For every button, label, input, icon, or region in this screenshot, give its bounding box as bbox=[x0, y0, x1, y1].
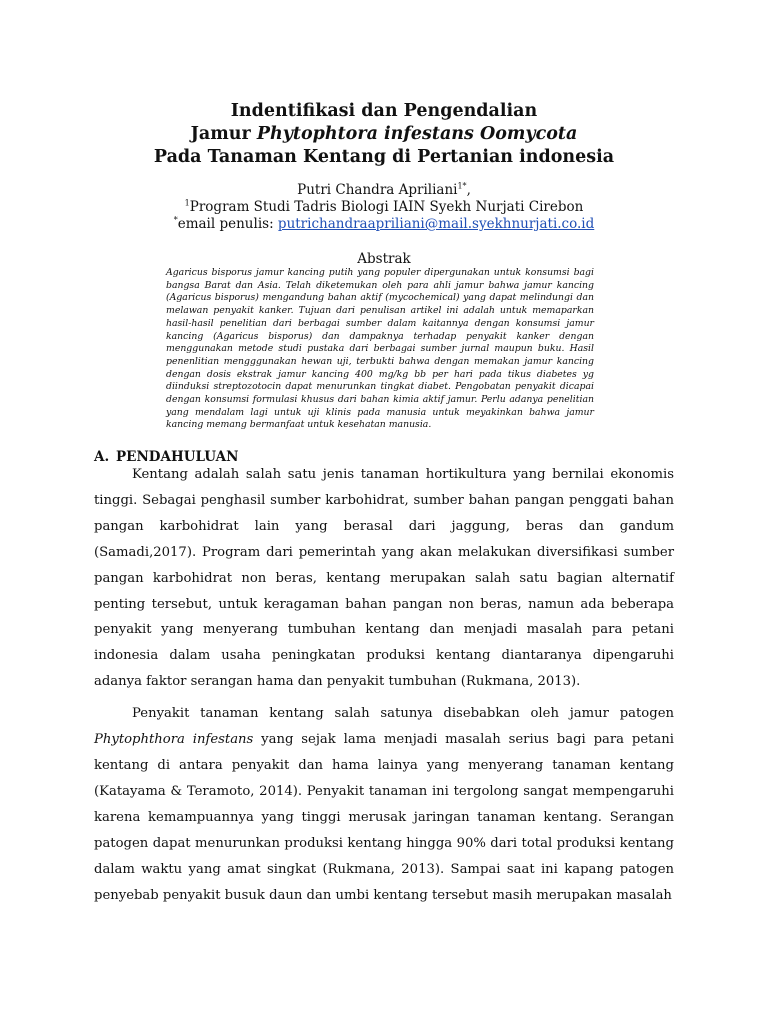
section-number: A. bbox=[94, 449, 110, 465]
section-body bbox=[94, 462, 674, 914]
affiliation-superscript: 1 bbox=[184, 198, 190, 208]
paragraph-2 bbox=[94, 701, 674, 908]
email-link[interactable]: putrichandraapriliani@mail.syekhnurjati.co.id bbox=[277, 216, 595, 232]
abstract-body: Agaricus bisporus jamur kancing putih yang populer dipergunakan untuk konsumsi bagi bangsa Barat dan Asia. Telah diketemukan oleh para ahli jamur bahwa jamur kancing (Agaricus bisporus) mengandung bahan aktif (mycochemical) yang dapat melindungi dan melawan penyakit kanker. Tujuan dari penulisan artikel ini adalah untuk memaparkan hasil-hasil penelitian dari berbagai sumber dalam kaitannya dengan konsumsi jamur kancing (Agaricus bisporus) dan dampaknya terhadap penyakit kanker dengan menggunakan metode studi pustaka dari berbagai sumber jurnal maupun buku. Hasil penenlitian mengggunakan hewan uji, terbukti bahwa dengan memakan jamur kancing dengan dosis ekstrak jamur kancing 400 mg/kg bb per hari pada tikus diabetes yg diinduksi streptozotocin dapat menurunkan tingkat diabet. Pengobatan penyakit dicapai dengan konsumsi formulasi khusus dari bahan kimia aktif jamur. Perlu adanya penelitian yang mendalam lagi untuk uji klinis pada manusia untuk meyakinkan bahwa jamur kancing memang bermanfaat untuk kesehatan manusia. bbox=[166, 267, 594, 431]
email-line bbox=[0, 215, 768, 234]
author-name: Putri Chandra Apriliani bbox=[297, 182, 458, 198]
title-line-2-species: Phytophtora infestans Oomycota bbox=[256, 124, 578, 144]
paragraph-2-prefix: Penyakit tanaman kentang salah satunya disebabkan oleh jamur patogen bbox=[132, 706, 674, 722]
author-superscript: 1* bbox=[457, 181, 467, 191]
abstract-heading: Abstrak bbox=[357, 251, 411, 267]
title-line-2 bbox=[0, 123, 768, 146]
paragraph-2-rest: yang sejak lama menjadi masalah serius bagi para petani kentang di antara penyakit dan hama lainya yang menyerang tanaman kentang (Katayama & Teramoto, 2014). Penyakit tanaman ini tergolong sangat mempengaruhi karena kemampuannya yang tinggi merusak jaringan tanaman kentang. Serangan patogen dapat menurunkan produksi kentang hingga 90% dari total produksi kentang dalam waktu yang amat singkat (Rukmana, 2013). Sampai saat ini kapang patogen penyebab penyakit busuk daun dan umbi kentang tersebut masih merupakan masalah bbox=[94, 732, 675, 903]
email-superscript: * bbox=[173, 215, 178, 225]
title-line-3: Pada Tanaman Kentang di Pertanian indonesia bbox=[153, 147, 615, 167]
title-line-2-prefix: Jamur bbox=[190, 124, 257, 144]
title-line-1: Indentifikasi dan Pengendalian bbox=[230, 101, 538, 121]
affiliation-text: Program Studi Tadris Biologi IAIN Syekh Nurjati Cirebon bbox=[189, 199, 584, 215]
paragraph-1: Kentang adalah salah satu jenis tanaman hortikultura yang bernilai ekonomis tinggi. Sebagai penghasil sumber karbohidrat, sumber bahan pangan penggati bahan pangan karbohidrat lain yang berasal dari jaggung, beras dan gandum (Samadi,2017). Program dari pemerintah yang akan melakukan diversifikasi sumber pangan karbohidrat non beras, kentang merupakan salah satu bagian alternatif penting tersebut, untuk keragaman bahan pangan non beras, namun ada beberapa penyakit yang menyerang tumbuhan kentang dan menjadi masalah para petani indonesia dalam usaha peningkatan produksi kentang diantaranya dipengaruhi adanya faktor serangan hama dan penyakit tumbuhan (Rukmana, 2013). bbox=[94, 467, 674, 690]
email-label: email penulis: bbox=[177, 216, 278, 232]
section-title: PENDAHULUAN bbox=[116, 449, 239, 465]
author-suffix: , bbox=[466, 182, 471, 198]
paragraph-2-species: Phytophthora infestans bbox=[94, 732, 254, 748]
paper-title bbox=[0, 100, 768, 169]
